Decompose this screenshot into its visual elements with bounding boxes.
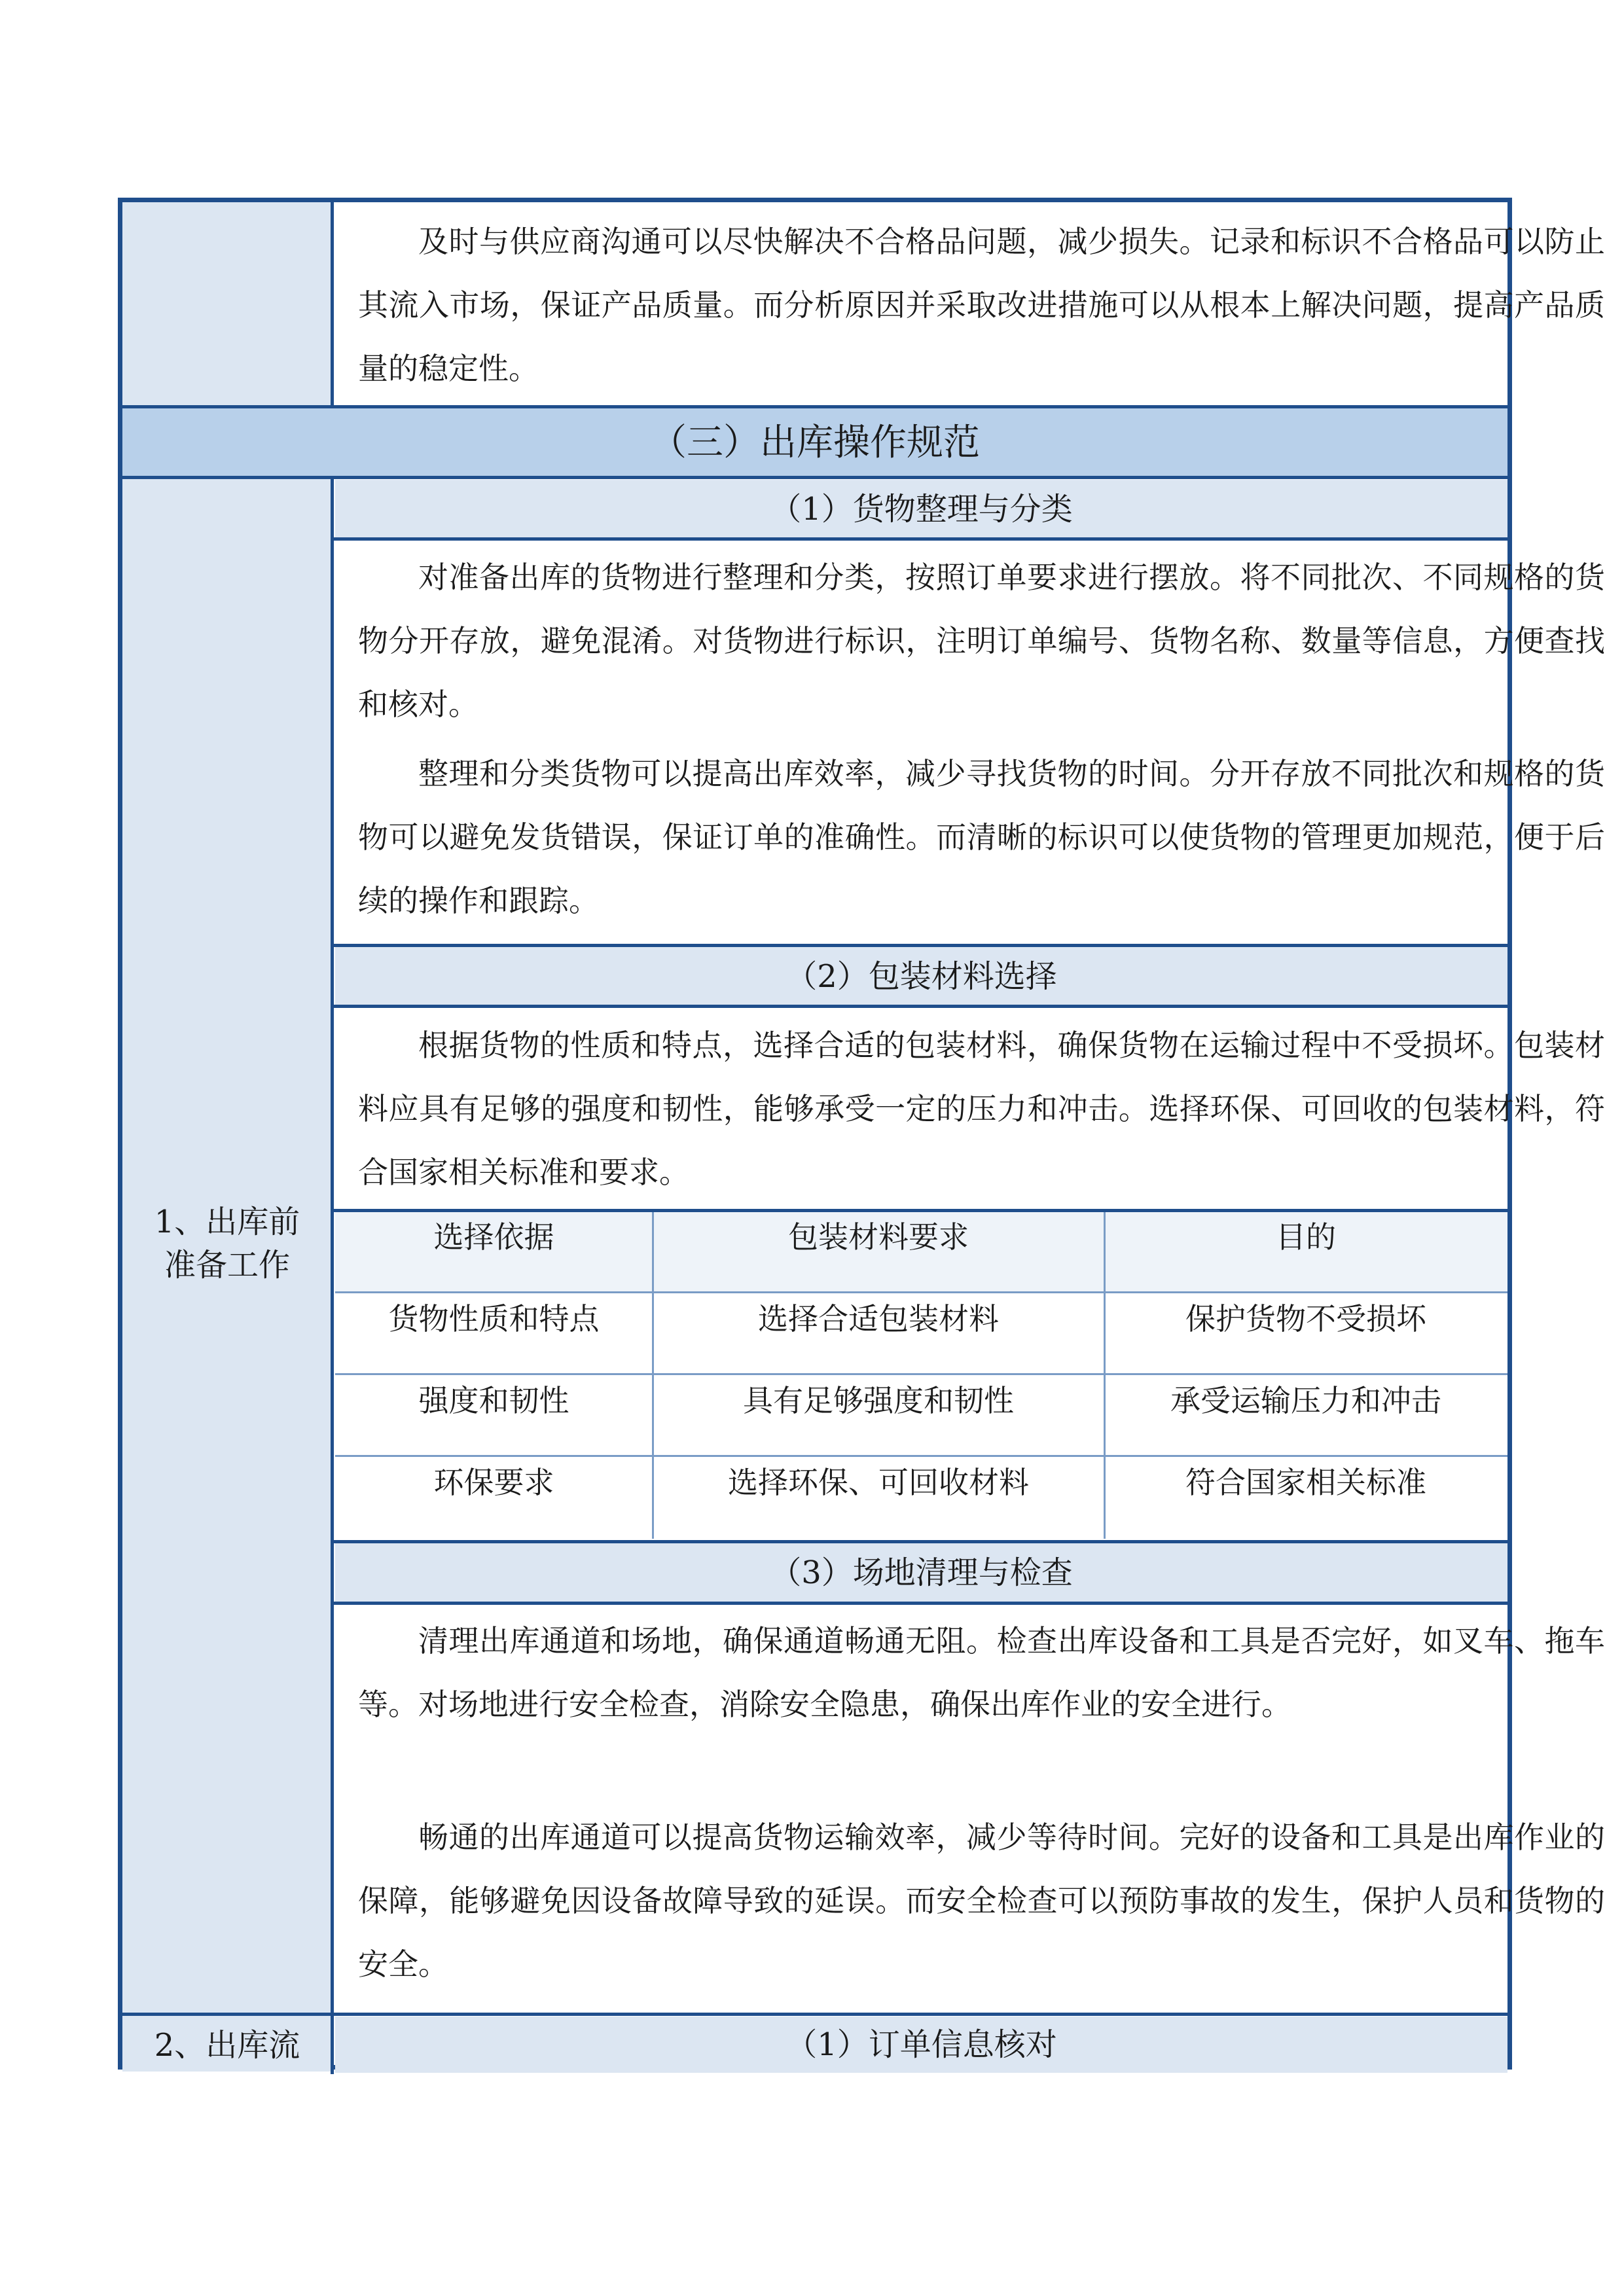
table-cell: 环保要求 [433,1465,554,1500]
subsection-heading-3: （3）场地清理与检查 [335,1543,1507,1602]
sub1-paragraph-2: 整理和分类货物可以提高出库效率，减少寻找货物的时间。分开存放不同批次和规格的货物可以避免发货错误，保证订单的准确性。而清晰的标识可以使货物的管理更加规范，便于后续的操作和跟踪。 [358,756,1605,918]
row-divider [122,476,1507,479]
sub1-paragraph-1: 对准备出库的货物进行整理和分类，按照订单要求进行摆放。将不同批次、不同规格的货物分开存放，避免混淆。对货物进行标识，注明订单编号、货物名称、数量等信息，方便查找和核对。 [358,560,1605,722]
row-divider [122,405,1507,408]
row2-label: 2、出库流 [154,2027,300,2064]
table-cell: 选择环保、可回收材料 [728,1465,1029,1500]
row-divider [331,1209,1507,1212]
table-header-requirement: 包装材料要求 [653,1211,1104,1291]
row-divider [331,1540,1507,1543]
left-column-divider [331,477,334,2074]
packaging-table [335,1211,1507,1539]
table-cell: 符合国家相关标准 [1185,1465,1426,1500]
row-divider [331,944,1507,947]
row-divider [331,1602,1507,1605]
table-cell: 强度和韧性 [418,1383,569,1418]
table-header-basis: 选择依据 [335,1211,653,1291]
row2-subsection-heading-1: （1）订单信息核对 [335,2017,1507,2073]
sub3-paragraph-1: 清理出库通道和场地，确保通道畅通无阻。检查出库设备和工具是否完好，如叉车、拖车等。对场地进行安全检查，消除安全隐患，确保出库作业的安全进行。 [358,1623,1605,1722]
sub2-paragraph-1: 根据货物的性质和特点，选择合适的包装材料，确保货物在运输过程中不受损坏。包装材料应具有足够的强度和韧性，能够承受一定的压力和冲击。选择环保、可回收的包装材料，符合国家相关标准和要求。 [358,1028,1605,1190]
top-left-cell [122,202,332,406]
table-divider [335,1373,1507,1375]
table-cell: 承受运输压力和冲击 [1170,1383,1441,1418]
table-cell: 货物性质和特点 [388,1301,600,1336]
table-divider [652,1211,654,1539]
table-cell: 选择合适包装材料 [758,1301,999,1336]
table-cell: 保护货物不受损坏 [1185,1301,1426,1336]
table-divider [335,1291,1507,1293]
document-table [118,198,1605,2070]
top-paragraph: 及时与供应商沟通可以尽快解决不合格品问题，减少损失。记录和标识不合格品可以防止其流入市场，保证产品质量。而分析原因并采取改进措施可以从根本上解决问题，提高产品质量的稳定性。 [358,224,1605,386]
table-divider [335,1455,1507,1457]
row-divider [331,537,1507,541]
sub3-paragraph-2: 畅通的出库通道可以提高货物运输效率，减少等待时间。完好的设备和工具是出库作业的保障，能够避免因设备故障导致的延误。而安全检查可以预防事故的发生，保护人员和货物的安全。 [358,1820,1605,1982]
section-title: （三）出库操作规范 [122,408,1507,477]
table-header-purpose: 目的 [1104,1211,1507,1291]
row-divider [331,1005,1507,1008]
table-divider [1104,1211,1106,1539]
subsection-heading-1: （1）货物整理与分类 [335,480,1507,539]
row-divider [122,2013,1507,2016]
table-cell: 具有足够强度和韧性 [743,1383,1014,1418]
row1-label: 1、出库前准备工作 [154,1204,300,1283]
subsection-heading-2: （2）包装材料选择 [335,947,1507,1006]
left-column-divider [331,202,334,406]
